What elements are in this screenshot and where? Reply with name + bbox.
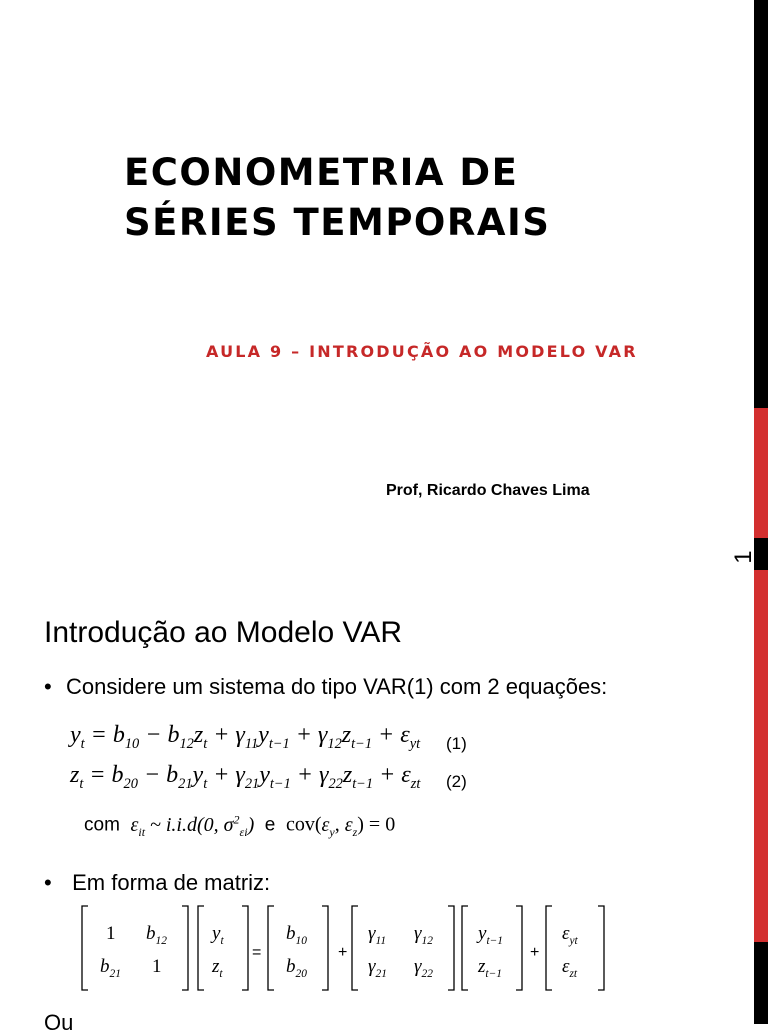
epsilon-yt: $\varepsilon_{yt}$	[562, 923, 578, 947]
bracket-g-left	[352, 906, 358, 990]
slide2-heading: Introdução ao Modelo VAR	[44, 616, 402, 649]
author-name: Prof, Ricardo Chaves Lima	[386, 482, 590, 499]
y-t-minus-1: $y_{t-1}$	[478, 923, 503, 947]
edge-strip-dark	[754, 0, 768, 408]
com-label: com	[84, 814, 120, 836]
title-line-1: ECONOMETRIA DE	[124, 151, 519, 194]
slide-number: 1	[730, 550, 757, 564]
bullet-text: Em forma de matriz:	[72, 870, 271, 895]
bullet-text: Considere um sistema do tipo VAR(1) com 2 equações:	[66, 674, 608, 699]
bracket-b0-right	[322, 906, 328, 990]
cov-formula: $cov(\varepsilon_y$, $\varepsilon_z) = 0$	[285, 813, 396, 839]
e-label: e	[264, 814, 276, 836]
z-t: $z_t$	[212, 956, 223, 980]
edge-strip-dark-3	[754, 942, 768, 1024]
bullet-dot: •	[44, 674, 52, 699]
plus-sign-1: +	[338, 944, 348, 961]
epsilon-zt: $\varepsilon_{zt}$	[562, 956, 578, 980]
z-t-minus-1: $z_{t-1}$	[478, 956, 502, 980]
bracket-y-right	[242, 906, 248, 990]
bracket-e-right	[598, 906, 604, 990]
equation-1: $y_t = b_{10} - b_{12}z_t + \gamma_{11}y_{t-1} + \gamma_{12}z_{t-1} + \varepsilon_{yt}$	[70, 722, 421, 752]
gamma-12: $\gamma_{12}$	[414, 923, 433, 947]
bullet-dot: •	[44, 870, 52, 895]
equation-1-number: (1)	[446, 734, 467, 753]
bracket-b-right	[182, 906, 188, 990]
edge-strip-accent-2	[754, 570, 768, 942]
bracket-g-right	[448, 906, 454, 990]
ou-text: Ou	[44, 1010, 74, 1035]
bracket-ylag-left	[462, 906, 468, 990]
edge-strip-accent	[754, 408, 768, 538]
iid-formula: $\varepsilon_{it}$ ~ i.i.d(0, $\sigma^2_{\varepsilon i}$)	[130, 812, 255, 839]
gamma-22: $\gamma_{22}$	[414, 956, 433, 980]
gamma-21: $\gamma_{21}$	[368, 956, 387, 980]
equation-2: $z_t = b_{20} - b_{21}y_t + \gamma_{21}y_{t-1} + \gamma_{22}z_{t-1} + \varepsilon_{zt}$	[70, 762, 421, 792]
bullet-item-var-system	[44, 674, 607, 700]
equation-2-number: (2)	[446, 772, 467, 791]
bracket-y-left	[198, 906, 204, 990]
equals-sign: =	[252, 944, 262, 961]
title-line-2: SÉRIES TEMPORAIS	[124, 201, 551, 244]
y-t: $y_t$	[212, 923, 224, 947]
bracket-b0-left	[268, 906, 274, 990]
slide-title	[124, 148, 550, 248]
b-20: $b_{20}$	[286, 956, 307, 980]
bracket-b-left	[82, 906, 88, 990]
bracket-ylag-right	[516, 906, 522, 990]
error-assumptions-line	[84, 812, 395, 840]
bullet-item-matrix-form	[44, 870, 270, 896]
b-22: 1	[152, 956, 162, 977]
b-10: $b_{10}$	[286, 923, 307, 947]
b-11: 1	[106, 923, 116, 944]
plus-sign-2: +	[530, 944, 540, 961]
gamma-11: $\gamma_{11}$	[368, 923, 387, 947]
b-12: $b_{12}$	[146, 923, 167, 947]
slide-subtitle: AULA 9 – INTRODUÇÃO AO MODELO VAR	[206, 342, 638, 361]
bracket-e-left	[546, 906, 552, 990]
b-21: $b_{21}$	[100, 956, 121, 980]
